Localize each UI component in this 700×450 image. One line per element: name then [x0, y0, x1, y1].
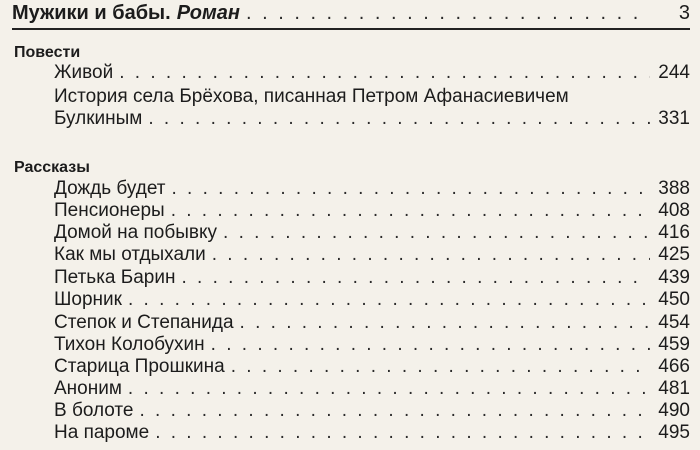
page-number: 490 [658, 400, 690, 421]
toc-entry[interactable] [54, 311, 690, 335]
dot-leader [155, 421, 650, 445]
dot-leader [171, 199, 650, 223]
dot-leader [246, 1, 650, 25]
entry-title: На пароме [54, 422, 150, 443]
page-number: 450 [658, 289, 690, 310]
toc-entry[interactable] [54, 221, 690, 245]
dot-leader [181, 266, 650, 290]
page-number: 439 [658, 267, 690, 288]
dot-leader [148, 107, 650, 131]
dot-leader [140, 399, 651, 423]
novel-genre: Роман [176, 2, 240, 24]
dot-leader [128, 288, 650, 312]
section-heading-povesti: Повести [14, 44, 81, 61]
entry-title: Аноним [54, 378, 122, 399]
toc-entry[interactable] [54, 421, 690, 445]
page-number: 425 [658, 244, 690, 265]
toc-entry[interactable] [54, 288, 690, 312]
toc-entry[interactable] [54, 177, 690, 201]
dot-leader [223, 221, 650, 245]
dot-leader [231, 355, 650, 379]
entry-title: Шорник [54, 289, 122, 310]
divider [12, 28, 690, 30]
entry-title: Петька Барин [54, 267, 176, 288]
entry-title: В болоте [54, 400, 134, 421]
page-number: 388 [658, 178, 690, 199]
entry-title: Домой на побывку [54, 222, 218, 243]
dot-leader [171, 177, 650, 201]
toc-entry[interactable] [54, 266, 690, 290]
entry-title: Старица Прошкина [54, 356, 225, 377]
page-number: 408 [658, 200, 690, 221]
page-number: 466 [658, 356, 690, 377]
dot-leader [119, 61, 650, 85]
toc-entry[interactable] [54, 107, 690, 131]
entry-title: Степок и Степанида [54, 312, 234, 333]
toc-entry-novel[interactable] [12, 1, 690, 25]
section-heading-rasskazy: Рассказы [14, 159, 90, 176]
toc-entry[interactable] [54, 61, 690, 85]
toc-entry[interactable] [54, 199, 690, 223]
page-number: 481 [658, 378, 690, 399]
page-number: 459 [658, 334, 690, 355]
page-number: 416 [658, 222, 690, 243]
entry-title: Пенсионеры [54, 200, 165, 221]
toc-entry[interactable] [54, 399, 690, 423]
page-number: 3 [678, 2, 690, 24]
toc-entry[interactable] [54, 355, 690, 379]
dot-leader [240, 311, 650, 335]
entry-title: Живой [54, 62, 114, 83]
toc-entry[interactable] [54, 333, 690, 357]
toc-entry[interactable] [54, 243, 690, 267]
page-number: 244 [658, 62, 690, 83]
dot-leader [212, 243, 650, 267]
page-number: 454 [658, 312, 690, 333]
entry-title: Тихон Колобухин [54, 334, 205, 355]
novel-title: Мужики и бабы. [12, 2, 171, 24]
entry-title-line1: История села Брёхова, писанная Петром Афанасиевичем [54, 86, 569, 107]
page-number: 331 [658, 108, 690, 129]
dot-leader [211, 333, 650, 357]
dot-leader [128, 377, 650, 401]
entry-title: Булкиным [54, 108, 143, 129]
page-number: 495 [658, 422, 690, 443]
entry-title: Дождь будет [54, 178, 166, 199]
entry-title: Как мы отдыхали [54, 244, 206, 265]
toc-entry[interactable] [54, 377, 690, 401]
